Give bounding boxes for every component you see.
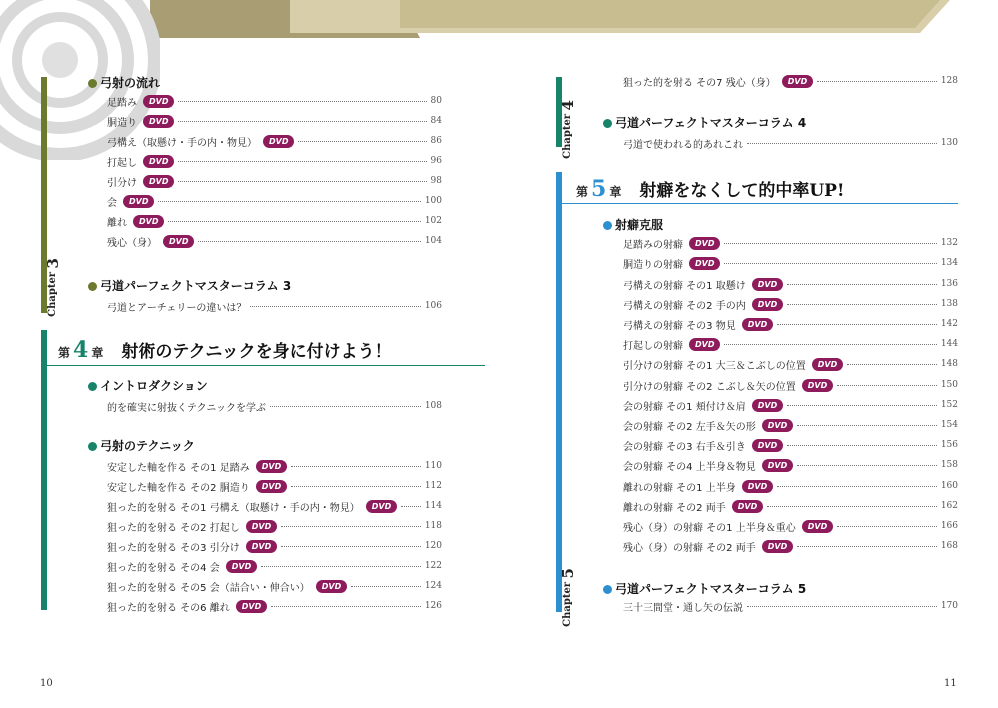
toc-entry-title: 離れの射癖 その2 両手 <box>623 502 726 514</box>
toc-entry[interactable] <box>107 298 442 314</box>
dot-leader <box>724 263 936 264</box>
toc-entry-page: 170 <box>940 601 958 611</box>
toc-entry-title: 会 <box>107 197 117 209</box>
toc-entry-page: 112 <box>424 481 442 491</box>
dot-leader <box>178 181 426 182</box>
dvd-badge-icon: DVD <box>689 257 720 270</box>
dot-leader <box>401 506 421 507</box>
toc-entry-title: 引分けの射癖 その2 こぶし＆矢の位置 <box>623 381 796 393</box>
toc-entry-title: 胴造りの射癖 <box>623 259 683 271</box>
dvd-badge-icon: DVD <box>752 278 783 291</box>
toc-entry-title: 狙った的を射る その5 会（詰合い・伸合い） <box>107 582 310 594</box>
toc-entry-title: 狙った的を射る その4 会 <box>107 562 220 574</box>
dot-leader <box>291 486 421 487</box>
dot-leader <box>724 344 936 345</box>
toc-entry-page: 168 <box>940 541 958 551</box>
toc-entry-page: 156 <box>940 440 958 450</box>
toc-entry[interactable] <box>623 73 958 89</box>
dvd-badge-icon: DVD <box>143 155 174 168</box>
toc-entry-title: 離れの射癖 その1 上半身 <box>623 482 736 494</box>
toc-entry-page: 138 <box>940 299 958 309</box>
toc-entry[interactable] <box>107 233 442 249</box>
toc-entry[interactable] <box>107 558 442 574</box>
toc-entry[interactable] <box>107 478 442 494</box>
dvd-badge-icon: DVD <box>256 480 287 493</box>
dot-leader <box>847 364 937 365</box>
toc-entry[interactable] <box>623 356 958 372</box>
toc-entry-title: 残心（身） <box>107 237 157 249</box>
toc-entry[interactable] <box>623 235 958 251</box>
dot-leader <box>281 546 421 547</box>
dvd-badge-icon: DVD <box>689 237 720 250</box>
bullet-dot-icon <box>603 221 612 230</box>
dot-leader <box>837 385 937 386</box>
toc-entry[interactable] <box>623 316 958 332</box>
toc-entry-title: 会の射癖 その4 上半身＆物見 <box>623 461 756 473</box>
toc-entry-page: 162 <box>940 501 958 511</box>
toc-entry-title: 会の射癖 その1 頬付け＆肩 <box>623 401 746 413</box>
toc-entry-page: 98 <box>430 176 442 186</box>
section-heading-column4: 弓道パーフェクトマスターコラム 4 <box>603 114 806 131</box>
dot-leader <box>797 546 937 547</box>
toc-entry-title: 引分けの射癖 その1 大三＆こぶしの位置 <box>623 360 806 372</box>
toc-entry-title: 安定した軸を作る その2 胴造り <box>107 482 250 494</box>
toc-entry[interactable] <box>623 296 958 312</box>
toc-entry-page: 110 <box>424 461 442 471</box>
toc-entry[interactable] <box>623 417 958 433</box>
dvd-badge-icon: DVD <box>802 379 833 392</box>
dvd-badge-icon: DVD <box>742 318 773 331</box>
dot-leader <box>787 405 937 406</box>
toc-entry-page: 114 <box>424 501 442 511</box>
toc-entry[interactable] <box>623 135 958 151</box>
dvd-badge-icon: DVD <box>752 399 783 412</box>
dvd-badge-icon: DVD <box>316 580 347 593</box>
bullet-dot-icon <box>88 282 97 291</box>
toc-entry-page: 86 <box>430 136 442 146</box>
toc-entry-title: 打起しの射癖 <box>623 340 683 352</box>
toc-entry-title: 胴造り <box>107 117 137 129</box>
toc-entry-page: 100 <box>424 196 442 206</box>
dvd-badge-icon: DVD <box>752 439 783 452</box>
toc-entry-page: 166 <box>940 521 958 531</box>
section-heading-kokufuku: 射癖克服 <box>603 216 663 233</box>
chapter4-tab: Chapter 4 <box>559 100 577 159</box>
dvd-badge-icon: DVD <box>133 215 164 228</box>
dot-leader <box>767 506 937 507</box>
chapter4-title: 第 4 章 射術のテクニックを身に付けよう！ <box>58 337 392 363</box>
toc-entry[interactable] <box>107 113 442 129</box>
toc-entry[interactable] <box>623 518 958 534</box>
dvd-badge-icon: DVD <box>246 520 277 533</box>
dot-leader <box>837 526 937 527</box>
toc-entry-page: 120 <box>424 541 442 551</box>
toc-entry-page: 124 <box>424 581 442 591</box>
dot-leader <box>178 101 426 102</box>
toc-entry[interactable] <box>107 133 442 149</box>
toc-entry-page: 158 <box>940 460 958 470</box>
dot-leader <box>797 465 937 466</box>
dvd-badge-icon: DVD <box>256 460 287 473</box>
dot-leader <box>777 324 937 325</box>
toc-entry[interactable] <box>107 153 442 169</box>
toc-entry[interactable] <box>107 498 442 514</box>
toc-entry[interactable] <box>623 598 958 614</box>
toc-entry-page: 152 <box>940 400 958 410</box>
section-heading-technique: 弓射のテクニック <box>88 437 195 454</box>
toc-entry-title: 弓構え（取懸け・手の内・物見） <box>107 137 257 149</box>
dvd-badge-icon: DVD <box>263 135 294 148</box>
toc-entry-page: 96 <box>430 156 442 166</box>
toc-entry-title: 狙った的を射る その3 引分け <box>107 542 240 554</box>
toc-entry-page: 130 <box>940 138 958 148</box>
toc-entry-title: 足踏みの射癖 <box>623 239 683 251</box>
chapter4-side-bar <box>41 330 47 610</box>
chapter4-rule <box>47 365 485 366</box>
toc-entry-title: 残心（身）の射癖 その1 上半身＆重心 <box>623 522 796 534</box>
dvd-badge-icon: DVD <box>802 520 833 533</box>
toc-entry[interactable] <box>107 213 442 229</box>
dot-leader <box>178 161 426 162</box>
dvd-badge-icon: DVD <box>226 560 257 573</box>
dvd-badge-icon: DVD <box>762 459 793 472</box>
section-heading-flow: 弓射の流れ <box>88 74 160 91</box>
toc-entry[interactable] <box>623 377 958 393</box>
page-number-right: 11 <box>944 678 957 689</box>
toc-entry-page: 104 <box>424 236 442 246</box>
toc-entry[interactable] <box>107 93 442 109</box>
toc-entry-page: 134 <box>940 258 958 268</box>
page-number-left: 10 <box>40 678 53 689</box>
toc-entry-title: 弓構えの射癖 その1 取懸け <box>623 280 746 292</box>
toc-entry-title: 打起し <box>107 157 137 169</box>
toc-entry-page: 80 <box>430 96 442 106</box>
toc-entry-page: 128 <box>940 76 958 86</box>
toc-entry-title: 的を確実に射抜くテクニックを学ぶ <box>107 402 266 414</box>
dot-leader <box>747 143 937 144</box>
dvd-badge-icon: DVD <box>246 540 277 553</box>
dot-leader <box>178 121 426 122</box>
dot-leader <box>291 466 421 467</box>
toc-entry[interactable] <box>623 437 958 453</box>
bullet-dot-icon <box>603 119 612 128</box>
bullet-dot-icon <box>88 442 97 451</box>
toc-entry[interactable] <box>623 538 958 554</box>
toc-entry-title: 弓道とアーチェリーの違いは？ <box>107 302 247 314</box>
dvd-badge-icon: DVD <box>762 419 793 432</box>
dvd-badge-icon: DVD <box>236 600 267 613</box>
dot-leader <box>817 81 937 82</box>
dvd-badge-icon: DVD <box>123 195 154 208</box>
section-heading-column5: 弓道パーフェクトマスターコラム 5 <box>603 580 806 597</box>
dvd-badge-icon: DVD <box>742 480 773 493</box>
chapter3-tab: Chapter 3 <box>44 258 62 317</box>
toc-entry-page: 148 <box>940 359 958 369</box>
dot-leader <box>158 201 420 202</box>
dot-leader <box>787 304 937 305</box>
toc-entry-page: 106 <box>424 301 442 311</box>
toc-entry[interactable] <box>107 193 442 209</box>
dvd-badge-icon: DVD <box>752 298 783 311</box>
toc-entry[interactable] <box>623 336 958 352</box>
bullet-dot-icon <box>88 382 97 391</box>
dot-leader <box>298 141 426 142</box>
dvd-badge-icon: DVD <box>143 175 174 188</box>
toc-entry-title: 狙った的を射る その2 打起し <box>107 522 240 534</box>
dot-leader <box>747 606 937 607</box>
toc-entry-title: 会の射癖 その3 右手＆引き <box>623 441 746 453</box>
toc-entry-page: 160 <box>940 481 958 491</box>
section-heading-column3: 弓道パーフェクトマスターコラム 3 <box>88 277 291 294</box>
toc-entry[interactable] <box>107 598 442 614</box>
toc-entry-title: 弓構えの射癖 その3 物見 <box>623 320 736 332</box>
toc-entry[interactable] <box>623 457 958 473</box>
bullet-dot-icon <box>88 79 97 88</box>
toc-entry-page: 118 <box>424 521 442 531</box>
toc-entry[interactable] <box>107 173 442 189</box>
dvd-badge-icon: DVD <box>163 235 194 248</box>
chapter5-tab: Chapter 5 <box>559 568 577 627</box>
toc-entry-title: 狙った的を射る その1 弓構え（取懸け・手の内・物見） <box>107 502 360 514</box>
toc-entry-page: 126 <box>424 601 442 611</box>
toc-entry-page: 154 <box>940 420 958 430</box>
toc-entry[interactable] <box>107 458 442 474</box>
chapter5-rule <box>562 203 958 204</box>
toc-entry-page: 150 <box>940 380 958 390</box>
dot-leader <box>777 486 937 487</box>
bullet-dot-icon <box>603 585 612 594</box>
section-heading-intro: イントロダクション <box>88 377 208 394</box>
dot-leader <box>281 526 421 527</box>
toc-entry-page: 132 <box>940 238 958 248</box>
toc-entry-page: 144 <box>940 339 958 349</box>
dvd-badge-icon: DVD <box>143 115 174 128</box>
toc-entry[interactable] <box>623 276 958 292</box>
toc-entry[interactable] <box>107 518 442 534</box>
dot-leader <box>787 445 937 446</box>
dvd-badge-icon: DVD <box>732 500 763 513</box>
dvd-badge-icon: DVD <box>143 95 174 108</box>
toc-entry-page: 122 <box>424 561 442 571</box>
toc-entry-page: 84 <box>430 116 442 126</box>
dot-leader <box>198 241 420 242</box>
dvd-badge-icon: DVD <box>689 338 720 351</box>
dot-leader <box>270 406 421 407</box>
toc-entry-page: 102 <box>424 216 442 226</box>
toc-entry[interactable] <box>623 498 958 514</box>
toc-entry-title: 狙った的を射る その6 離れ <box>107 602 230 614</box>
dot-leader <box>351 586 421 587</box>
toc-entry-page: 142 <box>940 319 958 329</box>
toc-entry[interactable] <box>107 398 442 414</box>
toc-entry-title: 弓構えの射癖 その2 手の内 <box>623 300 746 312</box>
dot-leader <box>168 221 420 222</box>
toc-entry[interactable] <box>107 538 442 554</box>
dot-leader <box>724 243 936 244</box>
toc-entry-title: 残心（身）の射癖 その2 両手 <box>623 542 756 554</box>
toc-entry-title: 安定した軸を作る その1 足踏み <box>107 462 250 474</box>
toc-entry-title: 足踏み <box>107 97 137 109</box>
toc-entry-title: 三十三間堂・通し矢の伝説 <box>623 602 743 614</box>
dot-leader <box>261 566 421 567</box>
dot-leader <box>271 606 421 607</box>
dot-leader <box>797 425 937 426</box>
dvd-badge-icon: DVD <box>762 540 793 553</box>
toc-entry-page: 136 <box>940 279 958 289</box>
toc-entry-page: 108 <box>424 401 442 411</box>
dvd-badge-icon: DVD <box>812 358 843 371</box>
chapter5-title: 第 5 章 射癖をなくして的中率UP! <box>576 176 845 202</box>
dvd-badge-icon: DVD <box>366 500 397 513</box>
dot-leader <box>787 284 937 285</box>
toc-entry-title: 会の射癖 その2 左手＆矢の形 <box>623 421 756 433</box>
toc-entry-title: 狙った的を射る その7 残心（身） <box>623 77 776 89</box>
dot-leader <box>250 306 420 307</box>
toc-entry[interactable] <box>107 578 442 594</box>
toc-entry-title: 離れ <box>107 217 127 229</box>
toc-entry-title: 引分け <box>107 177 137 189</box>
dvd-badge-icon: DVD <box>782 75 813 88</box>
toc-entry[interactable] <box>623 397 958 413</box>
toc-entry[interactable] <box>623 255 958 271</box>
chapter5-side-bar <box>556 172 562 612</box>
toc-entry-title: 弓道で使われる的あれこれ <box>623 139 743 151</box>
toc-entry[interactable] <box>623 478 958 494</box>
